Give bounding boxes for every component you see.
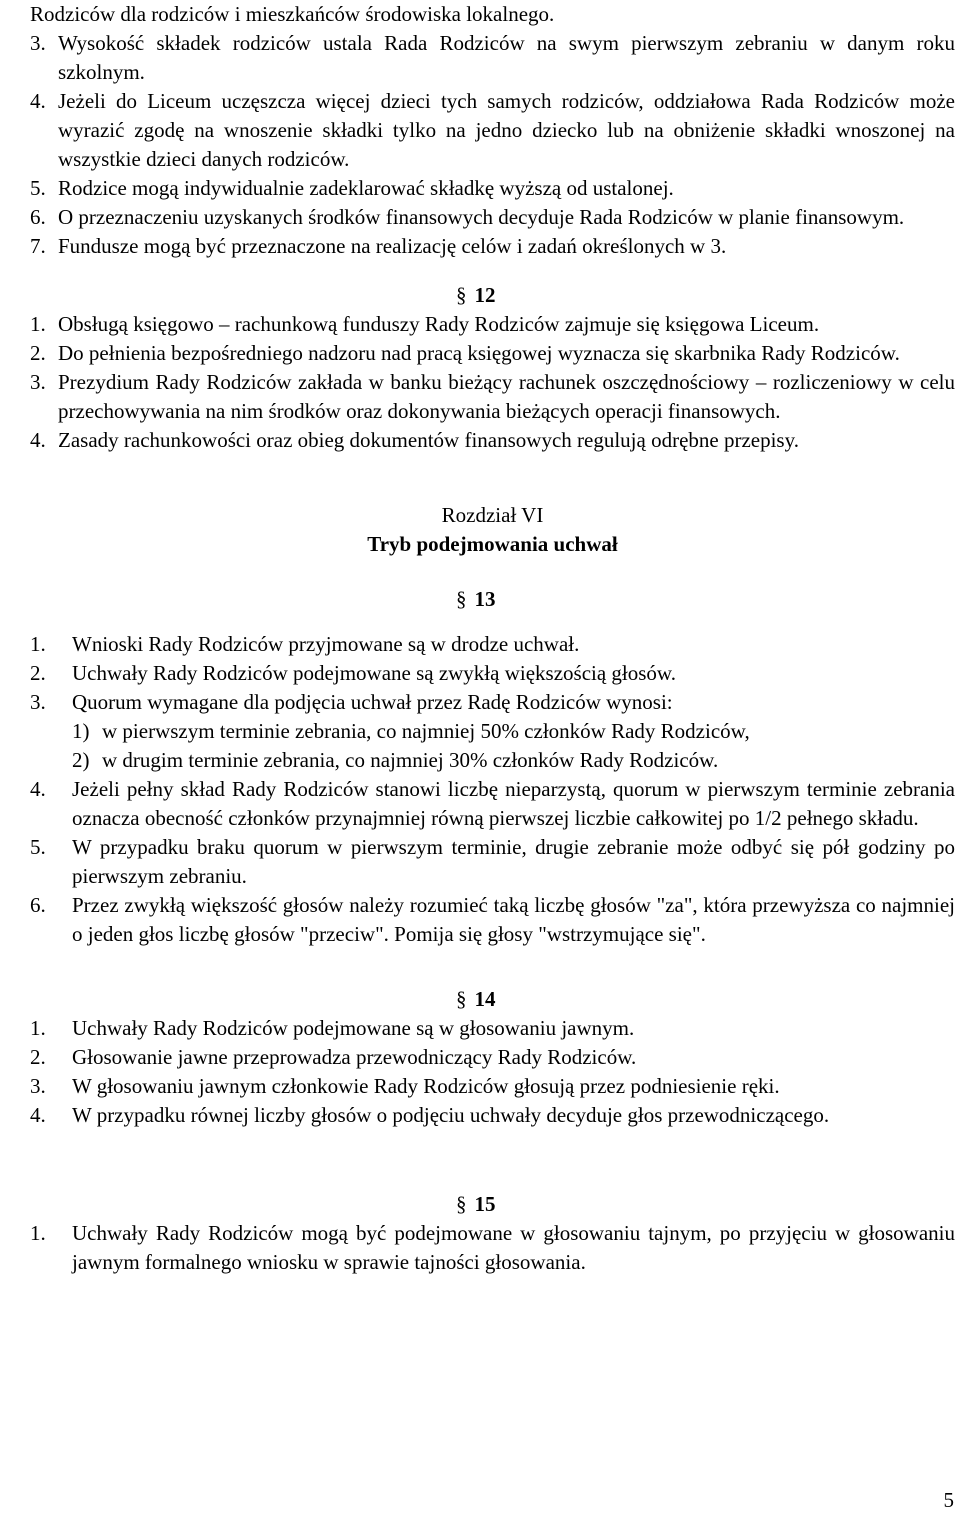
paragraph-7 (30, 232, 955, 261)
item-number: 4. (30, 428, 46, 452)
item-text: Zasady rachunkowości oraz obieg dokumentów finansowych regulują odrębne przepisy. (58, 428, 799, 452)
intro-line: Rodziców dla rodziców i mieszkańców środowiska lokalnego. (30, 2, 555, 26)
s12-item-1 (30, 310, 955, 339)
item-text: Rodzice mogą indywidualnie zadeklarować składkę wyższą od ustalonej. (58, 176, 674, 200)
s13-item-3 (30, 688, 955, 717)
item-number: 3. (30, 31, 46, 55)
section-14-heading (456, 985, 955, 1014)
item-text: Uchwały Rady Rodziców podejmowane są zwykłą większością głosów. (72, 661, 676, 685)
document-page (30, 0, 955, 1277)
section-number: 12 (474, 283, 496, 307)
s14-item-3 (30, 1072, 955, 1101)
item-text: Do pełnienia bezpośredniego nadzoru nad pracą księgowej wyznacza się skarbnika Rady Rodziców. (58, 341, 900, 365)
s13-item-4 (30, 775, 955, 833)
section-number: 13 (474, 587, 496, 611)
item-number: 1. (30, 1221, 46, 1245)
item-number: 4. (30, 777, 46, 801)
item-text: Jeżeli do Liceum uczęszcza więcej dzieci tych samych rodziców, oddziałowa Rada Rodziców może wyrazić zgodę na wnoszenie składki tylko na jedno dziecko lub na obniżenie składki wnoszonej na wszystkie dzieci danych rodziców. (58, 89, 955, 171)
item-text: Wnioski Rady Rodziców przyjmowane są w drodze uchwał. (72, 632, 580, 656)
s12-item-3 (30, 368, 955, 426)
item-number: 2. (30, 1045, 46, 1069)
item-number: 5. (30, 835, 46, 859)
item-text: Uchwały Rady Rodziców podejmowane są w głosowaniu jawnym. (72, 1016, 635, 1040)
item-text: W przypadku braku quorum w pierwszym terminie, drugie zebranie może odbyć się pół godziny po pierwszym zebraniu. (72, 835, 955, 888)
section-number: 14 (474, 987, 496, 1011)
item-text: Fundusze mogą być przeznaczone na realizację celów i zadań określonych w 3. (58, 234, 727, 258)
s12-item-2 (30, 339, 955, 368)
paragraph-5 (30, 174, 955, 203)
s13-item-1 (30, 630, 955, 659)
chapter-label: Rozdział VI (441, 503, 544, 527)
item-text: W głosowaniu jawnym członkowie Rady Rodziców głosują przez podniesienie ręki. (72, 1074, 780, 1098)
section-symbol: § (456, 587, 467, 611)
subitem-number: 1) (72, 719, 90, 743)
s13-subitem-1 (72, 717, 955, 746)
item-number: 1. (30, 1016, 46, 1040)
item-text: Głosowanie jawne przeprowadza przewodniczący Rady Rodziców. (72, 1045, 637, 1069)
chapter-title: Tryb podejmowania uchwał (367, 532, 618, 556)
item-text: Wysokość składek rodziców ustala Rada Rodziców na swym pierwszym zebraniu w danym roku szkolnym. (58, 31, 955, 84)
paragraph-6 (30, 203, 955, 232)
s13-item-2 (30, 659, 955, 688)
section-symbol: § (456, 1192, 467, 1216)
section-symbol: § (456, 987, 467, 1011)
item-text: Przez zwykłą większość głosów należy rozumieć taką liczbę głosów "za", która przewyższa co najmniej o jeden głos liczbę głosów "przeciw". Pomija się głosy "wstrzymujące się". (72, 893, 955, 946)
item-number: 2. (30, 341, 46, 365)
s13-subitem-2 (72, 746, 955, 775)
item-text: Uchwały Rady Rodziców mogą być podejmowane w głosowaniu tajnym, po przyjęciu w głosowaniu jawnym formalnego wniosku w sprawie tajności głosowania. (72, 1221, 955, 1274)
s14-item-1 (30, 1014, 955, 1043)
subitem-number: 2) (72, 748, 90, 772)
section-symbol: § (456, 283, 467, 307)
s14-item-2 (30, 1043, 955, 1072)
item-number: 5. (30, 176, 46, 200)
section-15-heading (456, 1190, 955, 1219)
paragraph-4 (30, 87, 955, 174)
item-number: 4. (30, 89, 46, 113)
item-text: Obsługą księgowo – rachunkową funduszy Rady Rodziców zajmuje się księgowa Liceum. (58, 312, 820, 336)
section-12-heading (456, 281, 955, 310)
s13-item-5 (30, 833, 955, 891)
section-13-heading (456, 585, 955, 614)
item-text: Prezydium Rady Rodziców zakłada w banku bieżący rachunek oszczędnościowy – rozliczeniowy w celu przechowywania na nim środków oraz dokonywania bieżących operacji finansowych. (58, 370, 955, 423)
item-number: 4. (30, 1103, 46, 1127)
page-number: 5 (943, 1488, 954, 1512)
item-number: 3. (30, 690, 46, 714)
item-text: O przeznaczeniu uzyskanych środków finansowych decyduje Rada Rodziców w planie finansowym. (58, 205, 905, 229)
item-text: W przypadku równej liczby głosów o podjęciu uchwały decyduje głos przewodniczącego. (72, 1103, 830, 1127)
paragraph-3 (30, 29, 955, 87)
item-number: 1. (30, 312, 46, 336)
item-number: 2. (30, 661, 46, 685)
s14-item-4 (30, 1101, 955, 1130)
section-number: 15 (474, 1192, 496, 1216)
item-number: 6. (30, 893, 46, 917)
s13-item-6 (30, 891, 955, 949)
subitem-text: w drugim terminie zebrania, co najmniej 30% członków Rady Rodziców. (102, 748, 719, 772)
item-text: Quorum wymagane dla podjęcia uchwał przez Radę Rodziców wynosi: (72, 690, 673, 714)
item-number: 6. (30, 205, 46, 229)
item-number: 1. (30, 632, 46, 656)
s15-item-1 (30, 1219, 955, 1277)
item-number: 3. (30, 1074, 46, 1098)
item-number: 3. (30, 370, 46, 394)
subitem-text: w pierwszym terminie zebrania, co najmniej 50% członków Rady Rodziców, (102, 719, 750, 743)
item-number: 7. (30, 234, 46, 258)
s12-item-4 (30, 426, 955, 455)
item-text: Jeżeli pełny skład Rady Rodziców stanowi liczbę nieparzystą, quorum w pierwszym terminie zebrania oznacza obecność członków przynajmniej równą pierwszej liczbie całkowitej po 1/2 pełnego składu. (72, 777, 955, 830)
